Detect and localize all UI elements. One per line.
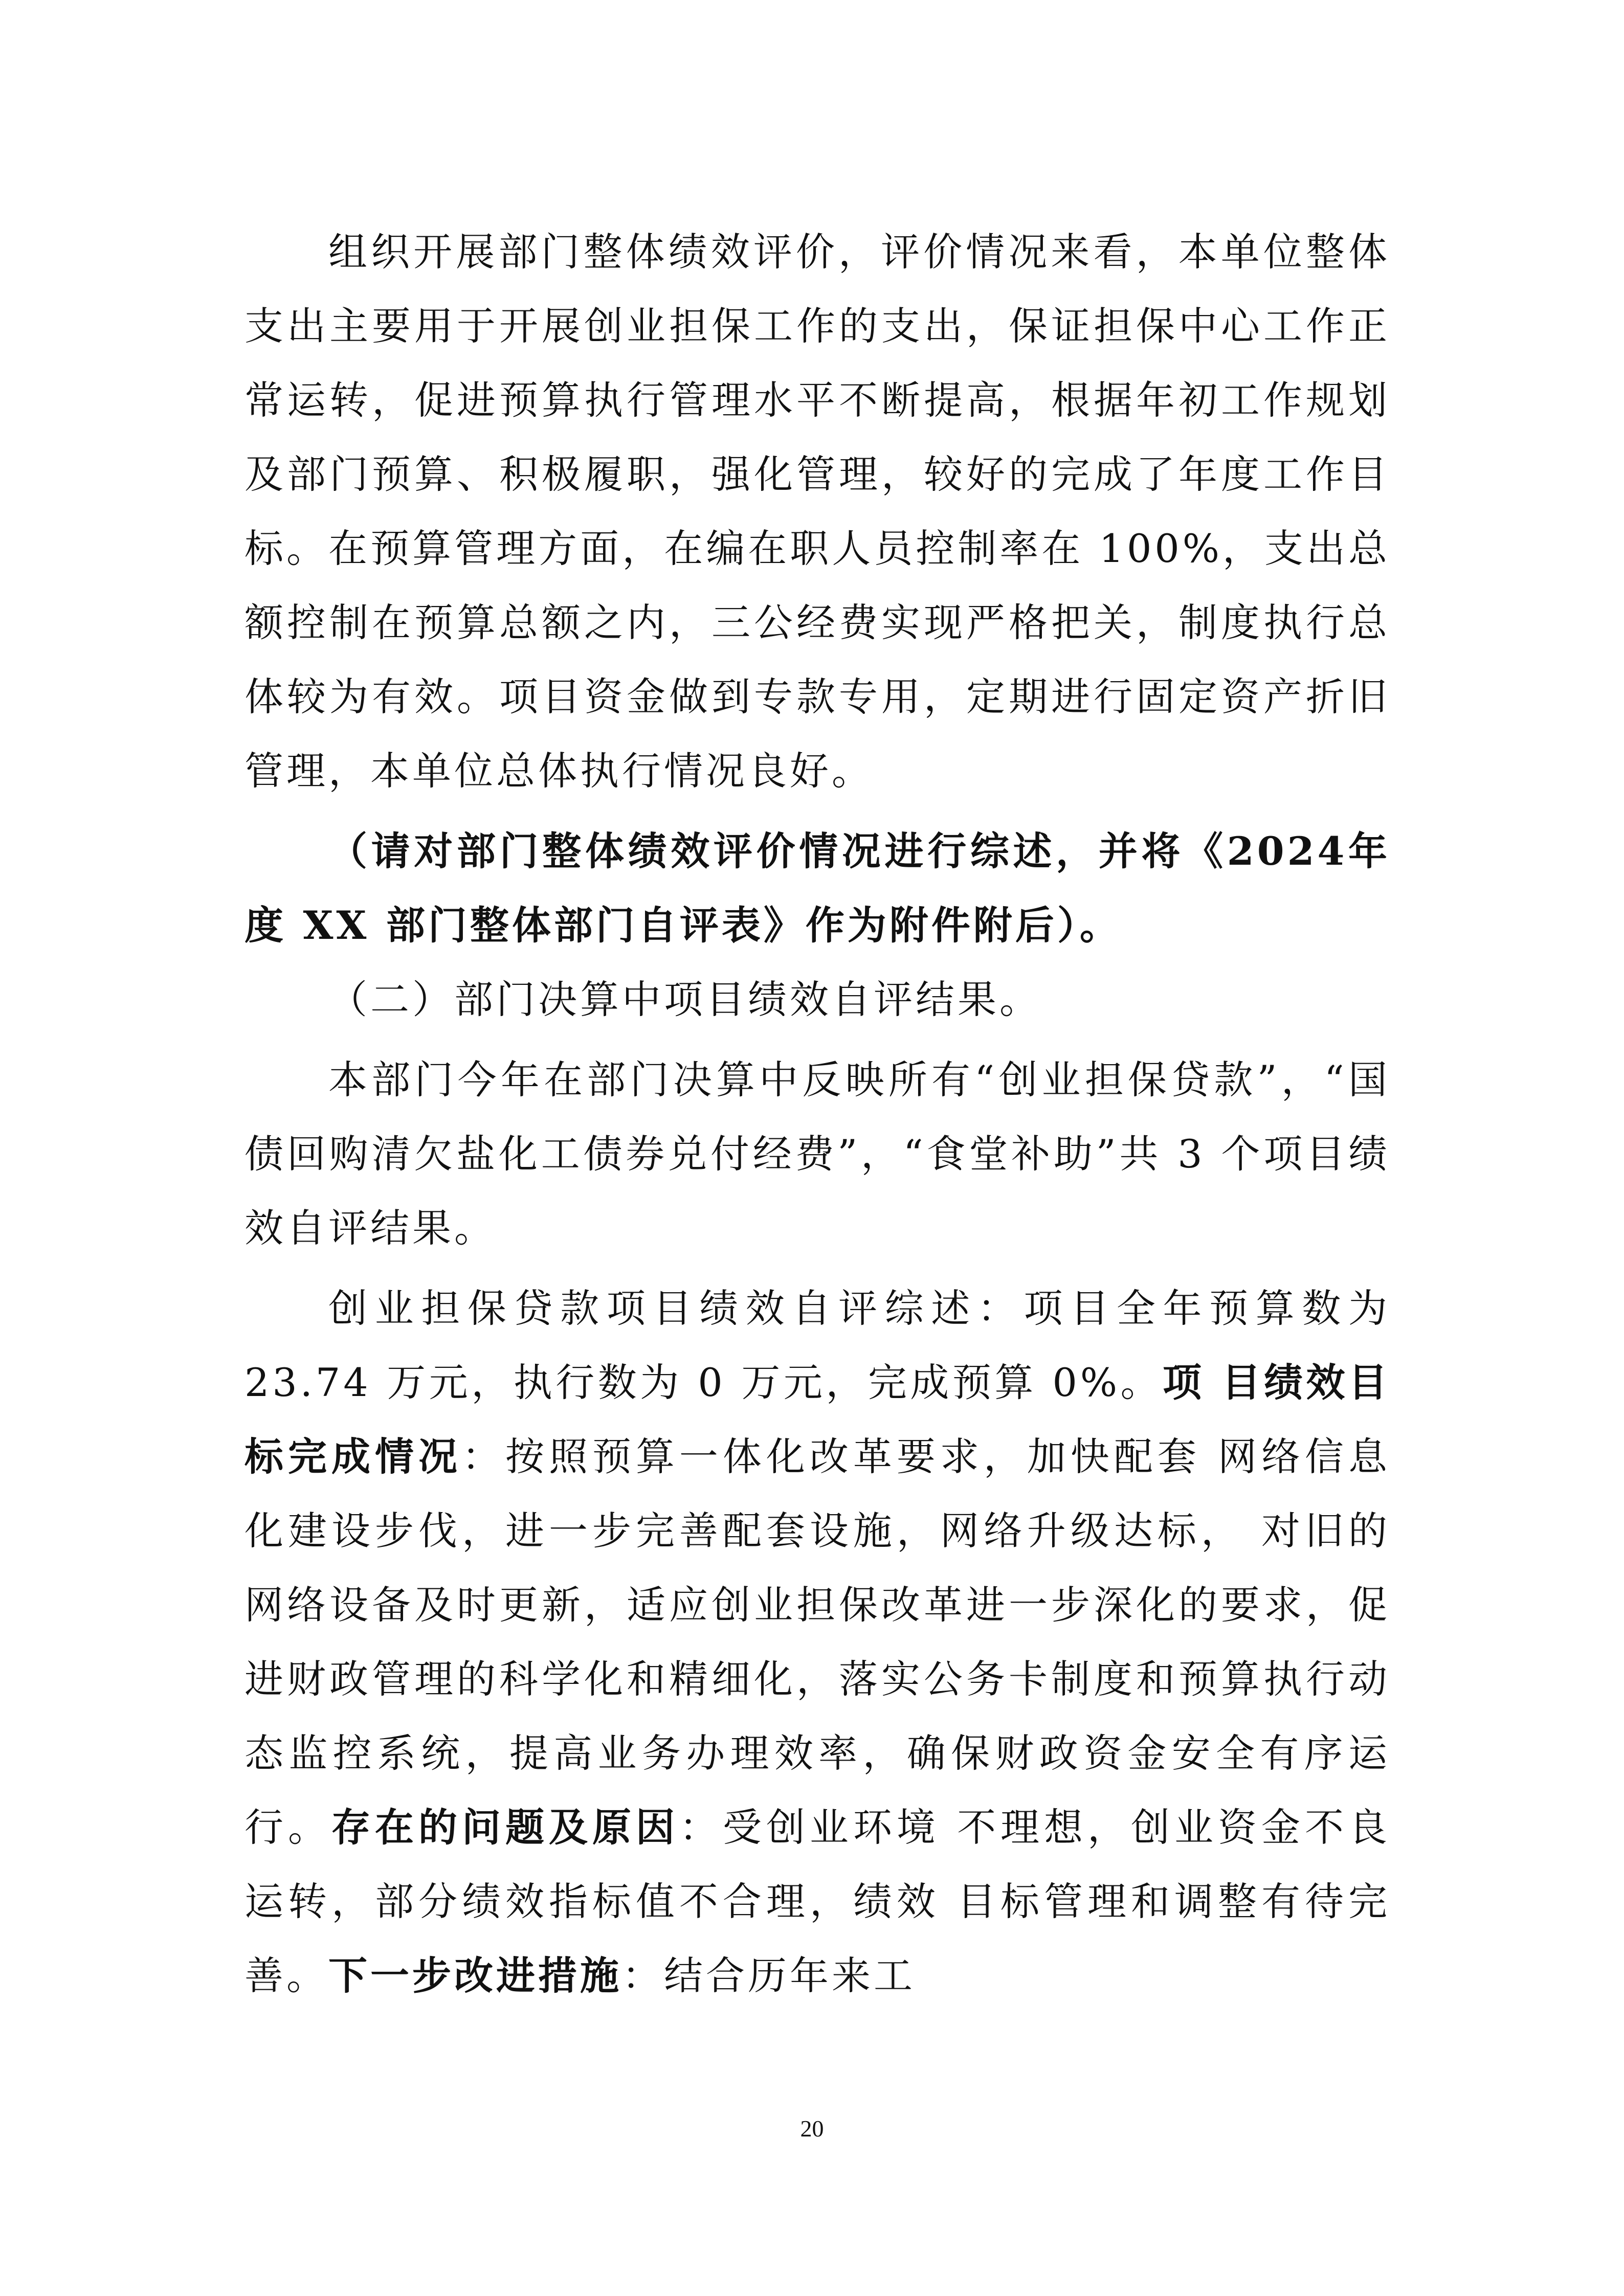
paragraph-entrepreneurship-loan-review	[244, 1271, 1390, 2013]
document-body	[244, 215, 1390, 2013]
paragraph-instruction-note: （请对部门整体绩效评价情况进行综述，并将《2024年度 XX 部门整体部门自评表》作为附件附后）。	[244, 828, 1390, 948]
label-goal-completion: 项 目绩效目标完成情况	[244, 1360, 1390, 1479]
label-problems-and-causes: 存在的问题及原因	[331, 1805, 679, 1850]
page-number: 20	[800, 2115, 824, 2142]
paragraph-project-list: 本部门今年在部门决算中反映所有“创业担保贷款”，“国债回购清欠盐化工债券兑付经费”，“食堂补助”共 3 个项目绩效自评结果。	[244, 1057, 1390, 1251]
label-next-steps: 下一步改进措施	[328, 1953, 622, 1998]
review-text-next-steps: ：结合历年来工	[622, 1953, 916, 1998]
review-text-problems: ：受创业环境 不理想，创业资金不良运转，部分绩效指标值不合理，绩效 目标管理和调整有待完善。	[244, 1805, 1391, 1998]
section-heading-project-self-evaluation: （二）部门决算中项目绩效自评结果。	[328, 977, 1041, 1022]
review-text-budget: 创业担保贷款项目绩效自评综述：项目全年预算数为23.74 万元，执行数为 0 万元，完成预算 0%。	[244, 1286, 1390, 1405]
review-text-goal-completion: ：按照预算一体化改革要求，加快配套 网络信息化建设步伐，进一步完善配套设施，网络升级达标， 对旧的网络设备及时更新，适应创业担保改革进一步深化的要求，促进财政管理的科学化和精细化，落实公务卡制度和预算执行动态监控系统，提高业务办理效率，确保财政资金安全有序运行。	[244, 1434, 1390, 1850]
paragraph-overall-evaluation: 组织开展部门整体绩效评价，评价情况来看，本单位整体支出主要用于开展创业担保工作的支出，保证担保中心工作正常运转，促进预算执行管理水平不断提高，根据年初工作规划及部门预算、积极履职，强化管理，较好的完成了年度工作目标。在预算管理方面，在编在职人员控制率在 100%，支出总额控制在预算总额之内，三公经费实现严格把关，制度执行总体较为有效。项目资金做到专款专用，定期进行固定资产折旧管理，本单位总体执行情况良好。	[244, 229, 1390, 794]
